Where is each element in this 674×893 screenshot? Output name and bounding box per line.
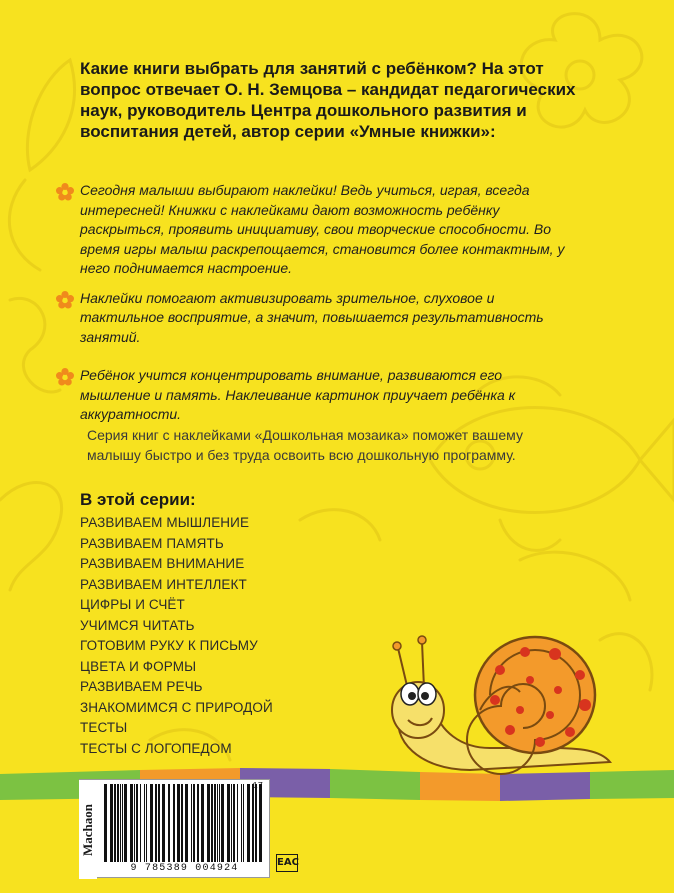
series-item: ЦИФРЫ И СЧЁТ: [80, 597, 185, 612]
barcode-bar: [120, 784, 121, 862]
barcode-bar: [231, 784, 232, 862]
barcode-bar: [158, 784, 160, 862]
bullet-item: [56, 289, 576, 348]
barcode-bar: [134, 784, 135, 862]
barcode-box: [79, 779, 270, 878]
barcode-bar: [150, 784, 153, 862]
series-list: [80, 513, 273, 759]
barcode-bar: [259, 784, 262, 862]
barcode-bar: [185, 784, 188, 862]
series-item: ГОТОВИМ РУКУ К ПИСЬМУ: [80, 638, 258, 653]
barcode-bar: [136, 784, 138, 862]
barcode-bar: [130, 784, 133, 862]
barcode-bar: [177, 784, 180, 862]
barcode-bar: [110, 784, 113, 862]
barcode-addon: 17: [252, 781, 263, 791]
publisher-logo: [79, 780, 97, 879]
barcode-bar: [243, 784, 244, 862]
intro-paragraph: Какие книги выбрать для занятий с ребёнком? На этот вопрос отвечает О. Н. Земцова – кандидат педагогических наук, руководитель Центра дошкольного развития и воспитания детей, автор серии «Умные книжки»:: [80, 59, 576, 141]
series-item: ТЕСТЫ: [80, 720, 128, 735]
barcode-bar: [191, 784, 192, 862]
barcode-bar: [201, 784, 204, 862]
series-heading: В этой серии:: [80, 490, 196, 509]
barcode-bar: [217, 784, 218, 862]
series-description: Серия книг с наклейками «Дошкольная мозаика» поможет вашему малышу быстро и без труда освоить всю дошкольную программу.: [87, 427, 523, 463]
series-item: УЧИМСЯ ЧИТАТЬ: [80, 617, 195, 633]
eac-mark: EAC: [276, 854, 298, 872]
barcode-bar: [241, 784, 242, 862]
barcode-bar: [247, 784, 250, 862]
bullet-list: [56, 181, 576, 435]
publisher-name: Machaon: [80, 803, 95, 856]
bullet-item: [56, 181, 576, 279]
barcode-bar: [211, 784, 213, 862]
barcode-bar: [207, 784, 210, 862]
barcode-bar: [168, 784, 170, 862]
bullet-item: [56, 366, 576, 425]
barcode-bar: [219, 784, 220, 862]
series-item: ЦВЕТА И ФОРМЫ: [80, 658, 197, 674]
barcode-bar: [193, 784, 195, 862]
barcode-bar: [233, 784, 235, 862]
series-item: РАЗВИВАЕМ ПАМЯТЬ: [80, 535, 224, 551]
barcode-bar: [146, 784, 147, 862]
series-item: РАЗВИВАЕМ МЫШЛЕНИЕ: [80, 515, 250, 530]
series-item: РАЗВИВАЕМ ИНТЕЛЛЕКТ: [80, 576, 247, 592]
series-item: ТЕСТЫ С ЛОГОПЕДОМ: [80, 740, 232, 756]
barcode-bar: [155, 784, 157, 862]
barcode-bar: [117, 784, 119, 862]
flower-bullet-icon: [56, 183, 74, 201]
barcode-bar: [197, 784, 199, 862]
barcode-bar: [214, 784, 216, 862]
barcode-bar: [140, 784, 141, 862]
barcode-bar: [104, 784, 107, 862]
bullet-text: Сегодня малыши выбирают наклейки! Ведь учиться, играя, всегда интересней! Книжки с наклейками дают возможность ребёнку раскрыться, проявить инициативу, свои творческие способности. Во время игры малыш раскрепощается, становится более контактным, у него поднимается настроение.: [80, 182, 565, 276]
series-item: РАЗВИВАЕМ РЕЧЬ: [80, 679, 203, 694]
barcode-number: 9 785389 004924: [130, 863, 239, 874]
barcode-bar: [227, 784, 230, 862]
flower-bullet-icon: [56, 291, 74, 309]
barcode-bar: [221, 784, 224, 862]
series-item: РАЗВИВАЕМ ВНИМАНИЕ: [80, 556, 245, 571]
barcode-bar: [237, 784, 238, 862]
barcode-bars: [102, 784, 267, 864]
barcode-bar: [252, 784, 254, 862]
barcode-bar: [173, 784, 175, 862]
snail-illustration: [380, 630, 620, 780]
barcode-bar: [122, 784, 123, 862]
flower-bullet-icon: [56, 368, 74, 386]
barcode-bar: [144, 784, 145, 862]
bullet-text: Наклейки помогают активизировать зрительное, слуховое и тактильное восприятие, а значит, повышается результативность занятий.: [80, 289, 544, 345]
barcode-bar: [162, 784, 165, 862]
barcode-bar: [114, 784, 116, 862]
barcode-bar: [124, 784, 127, 862]
barcode-bar: [181, 784, 183, 862]
series-item: ЗНАКОМИМСЯ С ПРИРОДОЙ: [80, 699, 273, 715]
bullet-text: Ребёнок учится концентрировать внимание, развиваются его мышление и память. Наклеивание картинок приучает ребёнка к аккуратности.: [80, 367, 516, 422]
barcode-bar: [255, 784, 257, 862]
